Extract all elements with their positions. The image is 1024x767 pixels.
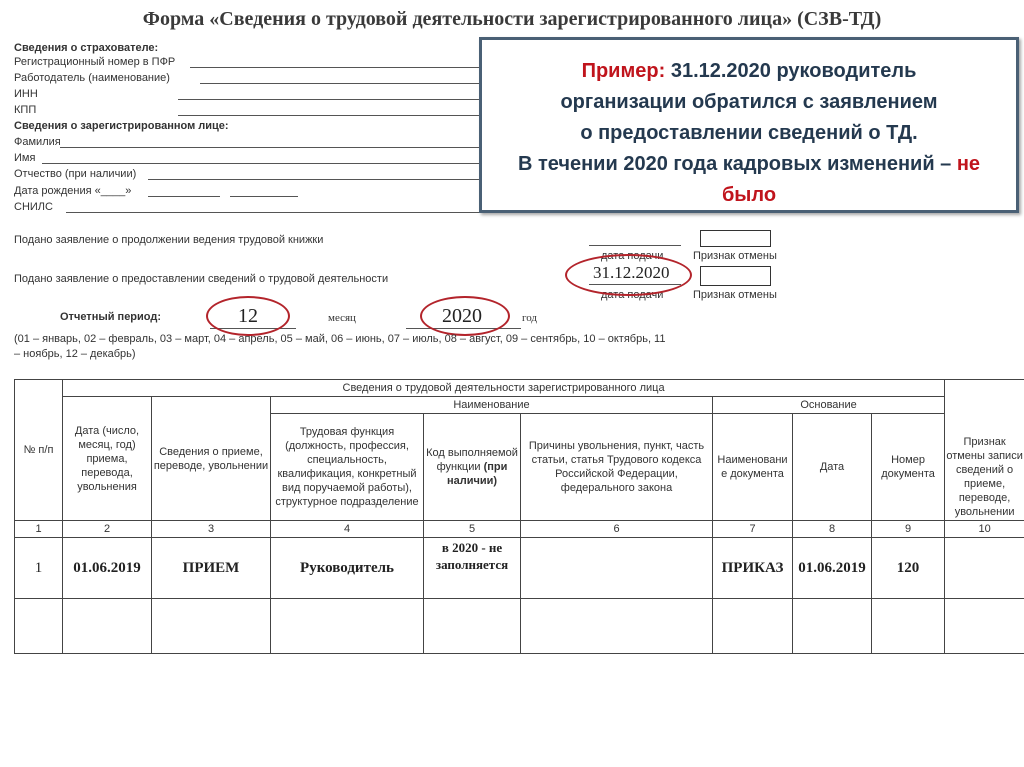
employer-label: Работодатель (наименование) bbox=[14, 72, 170, 84]
header-code-label: Код выполняемой функции bbox=[426, 447, 518, 473]
insurer-heading: Сведения о страхователе: bbox=[14, 42, 159, 54]
header-group-name: Наименование bbox=[271, 397, 713, 414]
header-date: Дата (число, месяц, год) приема, перевода, увольнения bbox=[63, 397, 152, 521]
name-label: Имя bbox=[14, 152, 36, 164]
index-cell: 9 bbox=[872, 521, 945, 538]
callout-line1: 31.12.2020 руководитель bbox=[665, 60, 917, 82]
callout-line5: было bbox=[721, 184, 777, 206]
month-legend-line1: (01 – январь, 02 – февраль, 03 – март, 04 – апрель, 05 – май, 06 – июнь, 07 – июль, 08 – август, 09 – сентябрь, 10 – октябрь, 11 bbox=[14, 333, 666, 345]
header-num: № п/п bbox=[15, 380, 63, 521]
birth-month-field[interactable] bbox=[148, 196, 220, 197]
empty-cell[interactable] bbox=[271, 599, 424, 654]
period-year-value: 2020 bbox=[442, 305, 482, 327]
index-cell: 2 bbox=[63, 521, 152, 538]
month-highlight-ring bbox=[206, 296, 290, 336]
header-code-note: (при наличии) bbox=[446, 461, 508, 487]
person-heading: Сведения о зарегистрированном лице: bbox=[14, 120, 229, 132]
continue-application-label: Подано заявление о продолжении ведения трудовой книжки bbox=[14, 234, 324, 246]
header-function: Трудовая функция (должность, профессия, специальность, квалификация, конкретный вид поручаемой работы), структурное подразделение bbox=[271, 414, 424, 521]
employer-field[interactable] bbox=[200, 83, 480, 84]
reg-number-label: Регистрационный номер в ПФР bbox=[14, 56, 176, 68]
row-date[interactable]: 01.06.2019 bbox=[63, 538, 152, 599]
reg-number-field[interactable] bbox=[190, 67, 480, 68]
provide-date-value: 31.12.2020 bbox=[593, 263, 670, 282]
index-cell: 10 bbox=[945, 521, 1024, 538]
empty-cell[interactable] bbox=[872, 599, 945, 654]
row-function[interactable]: Руководитель bbox=[271, 538, 424, 599]
empty-cell[interactable] bbox=[521, 599, 713, 654]
continue-date-label: дата подачи bbox=[601, 250, 664, 262]
inn-label: ИНН bbox=[14, 88, 38, 100]
continue-date-field[interactable] bbox=[589, 245, 681, 246]
index-cell: 1 bbox=[15, 521, 63, 538]
empty-cell[interactable] bbox=[152, 599, 271, 654]
header-doc-num: Номер документа bbox=[872, 414, 945, 521]
row-reasons[interactable] bbox=[521, 538, 713, 599]
index-cell: 7 bbox=[713, 521, 793, 538]
callout-line4: В течении 2020 года кадровых изменений – bbox=[517, 153, 952, 175]
kpp-label: КПП bbox=[14, 104, 37, 116]
empty-cell[interactable] bbox=[713, 599, 793, 654]
index-cell: 6 bbox=[521, 521, 713, 538]
continue-cancel-box[interactable] bbox=[700, 230, 771, 247]
empty-cell[interactable] bbox=[15, 599, 63, 654]
row-info[interactable]: ПРИЕМ bbox=[152, 538, 271, 599]
period-month-value: 12 bbox=[238, 305, 258, 327]
period-month-label: месяц bbox=[328, 312, 356, 324]
row-doc-name[interactable]: ПРИКАЗ bbox=[713, 538, 793, 599]
header-code bbox=[424, 414, 521, 521]
header-doc-name: Наименовани е документа bbox=[713, 414, 793, 521]
empty-cell[interactable] bbox=[945, 599, 1024, 654]
row-doc-num[interactable]: 120 bbox=[872, 538, 945, 599]
patronymic-field[interactable] bbox=[148, 179, 480, 180]
period-year-label: год bbox=[522, 312, 538, 324]
provide-cancel-box[interactable] bbox=[700, 266, 771, 286]
index-cell: 5 bbox=[424, 521, 521, 538]
surname-label: Фамилия bbox=[14, 136, 61, 148]
row-num[interactable]: 1 bbox=[15, 538, 63, 599]
table-row bbox=[15, 599, 1024, 654]
example-callout bbox=[479, 37, 1019, 213]
header-group-basis: Основание bbox=[713, 397, 945, 414]
surname-field[interactable] bbox=[60, 147, 480, 148]
provide-application-label: Подано заявление о предоставлении сведений о трудовой деятельности bbox=[14, 273, 389, 285]
inn-field[interactable] bbox=[178, 99, 480, 100]
snils-label: СНИЛС bbox=[14, 201, 53, 213]
date-highlight-ring bbox=[565, 254, 692, 296]
header-cancel: Признак отмены записи сведений о приеме, переводе, увольнении bbox=[945, 380, 1024, 521]
callout-label: Пример: bbox=[581, 60, 666, 82]
callout-line3: о предоставлении сведений о ТД. bbox=[580, 122, 918, 144]
callout-line2: организации обратился с заявлением bbox=[560, 91, 938, 113]
patronymic-label: Отчество (при наличии) bbox=[14, 168, 137, 180]
kpp-field[interactable] bbox=[178, 115, 480, 116]
index-cell: 4 bbox=[271, 521, 424, 538]
table-row bbox=[15, 538, 1024, 599]
header-doc-date: Дата bbox=[793, 414, 872, 521]
row-doc-date[interactable]: 01.06.2019 bbox=[793, 538, 872, 599]
callout-line4-red: не bbox=[951, 153, 981, 175]
birth-year-field[interactable] bbox=[230, 196, 298, 197]
header-group-title: Сведения о трудовой деятельности зарегистрированного лица bbox=[63, 380, 945, 397]
row-code[interactable]: в 2020 - не заполняется bbox=[424, 538, 521, 599]
page-title: Форма «Сведения о трудовой деятельности зарегистрированного лица» (СЗВ-ТД) bbox=[142, 8, 882, 30]
work-activity-table bbox=[14, 379, 1024, 654]
index-cell: 8 bbox=[793, 521, 872, 538]
header-info: Сведения о приеме, переводе, увольнении bbox=[152, 397, 271, 521]
continue-cancel-label: Признак отмены bbox=[693, 250, 777, 262]
index-cell: 3 bbox=[152, 521, 271, 538]
empty-cell[interactable] bbox=[424, 599, 521, 654]
year-highlight-ring bbox=[420, 296, 510, 336]
birth-label: Дата рождения «____» bbox=[14, 185, 132, 197]
row-cancel[interactable] bbox=[945, 538, 1024, 599]
empty-cell[interactable] bbox=[793, 599, 872, 654]
period-label: Отчетный период: bbox=[60, 311, 162, 323]
provide-cancel-label: Признак отмены bbox=[693, 289, 777, 301]
snils-field[interactable] bbox=[66, 212, 480, 213]
provide-date-label: дата подачи bbox=[601, 289, 664, 301]
header-reasons: Причины увольнения, пункт, часть статьи, статья Трудового кодекса Российской Федерации, федерального закона bbox=[521, 414, 713, 521]
empty-cell[interactable] bbox=[63, 599, 152, 654]
name-field[interactable] bbox=[42, 163, 480, 164]
month-legend-line2: – ноябрь, 12 – декабрь) bbox=[14, 348, 136, 360]
